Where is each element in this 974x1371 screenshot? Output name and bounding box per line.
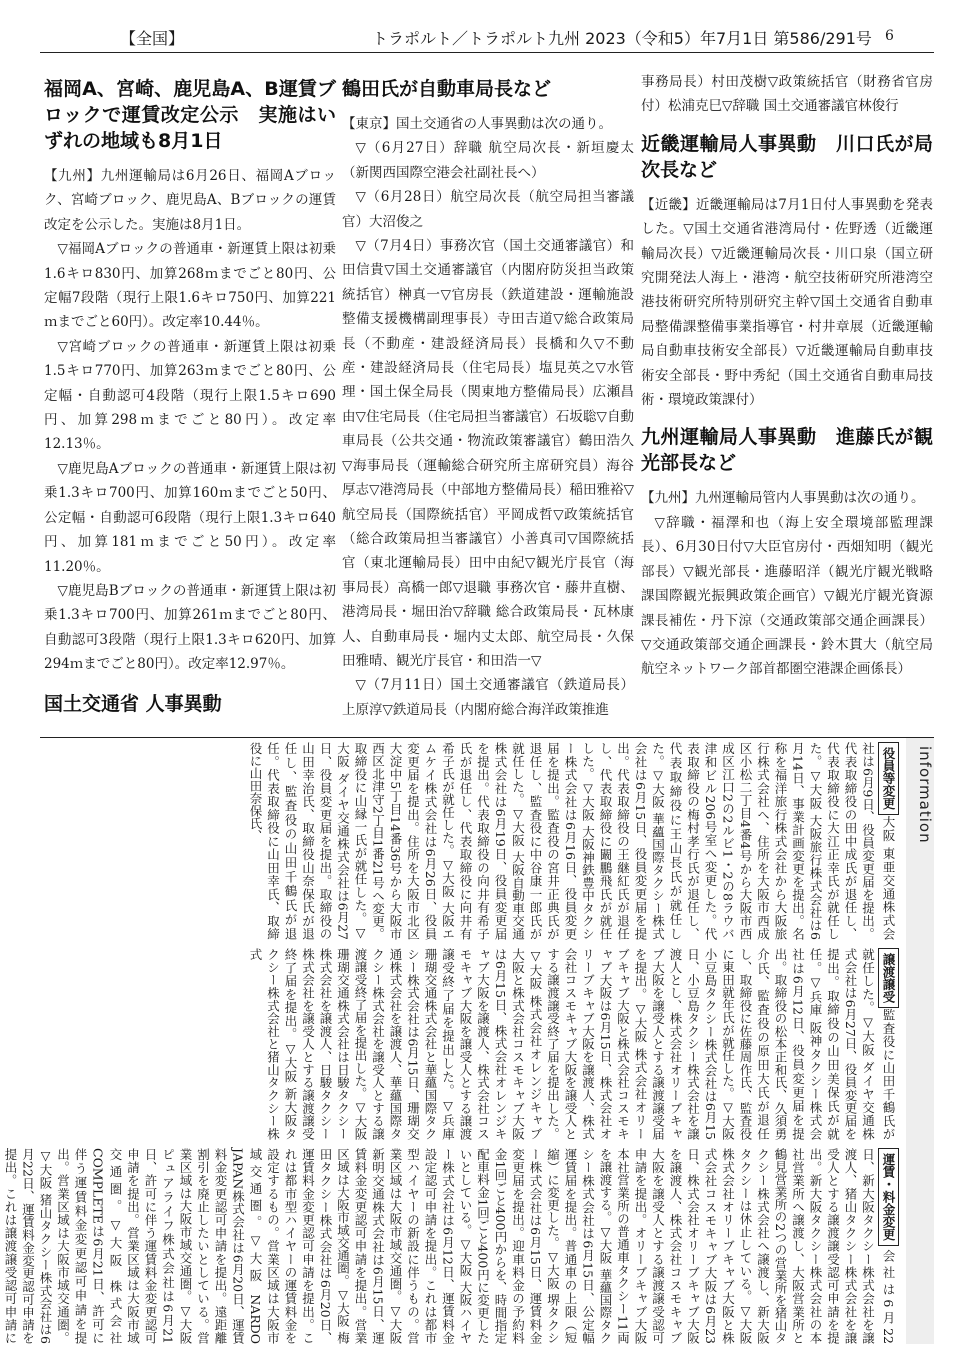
section-box-transfers: 譲渡譲受 bbox=[878, 948, 900, 1008]
newspaper-title: トラポルト／トラポルト九州 2023（令和5）年7月1日 第586/291号 bbox=[372, 29, 872, 48]
header-rule bbox=[40, 52, 934, 53]
tier-text: 監査役に山田千鶴氏が就任した。▽大阪 ダイヤ交通株式会社は6月27日、役員変更届を提出。取締役の山田美保氏が就任。▽兵庫 阪神タクシー株式会社は6月12日、役員変更届を提出。取締役の松本正和氏、久須勇介氏、監査役の原田大氏が退任し、取締役に佐藤周作氏、監査役に東田就年氏が就任した。▽大阪 小豆島タクシー株式会社は6月15日、小豆島タクシー株式会社を譲渡人とし、株式会社オリーブキャブ大阪を譲受人とする譲渡譲受届を提出。▽大阪 株式会社オリーブキャブ大阪と株式会社コスモキャブ大阪は6月15日、株式会社オリーブキャブ大阪を譲渡人、株式会社コスモキャブ大阪を譲受人とする譲渡譲受終了届を提出した。▽大阪 株式会社オレンジキャブ大阪と株式会社コスモキャブ大阪は6月15日、株式会社オレンジキャブ大阪を譲渡人、株式会社コスモキャブ大阪を譲受人とする譲渡譲受終了届を提出した。▽兵庫 珊瑚交通株式会社と華蘊国際タクシー株式会社は6月15日、珊瑚交通株式会社を譲渡人、華蘊国際タクシー株式会社を譲受人とする譲渡譲受終了届を提出した。▽大阪 珊瑚交通株式会社は日駿タクシー株式会社を譲渡人、日駿タクシー株式会社を譲受人とする譲渡譲受終了届を提出。▽大阪 新大阪タクシー株式会社と猪山タクシー株式 bbox=[248, 948, 896, 1140]
page-number: 6 bbox=[885, 28, 894, 44]
headline-kinki: 近畿運輸局人事異動 川口氏が局次長など bbox=[641, 132, 933, 181]
paragraph: ▽宮崎ブロックの普通車・新運賃上限は初乗1.5キロ770円、加算263ｍまでごと80円、公定幅・自動認可4段階（現行上限1.5キロ690円、加算298ｍまでごと80円）。改定率12.13％。 bbox=[44, 338, 336, 453]
paragraph: 【九州】九州運輸局管内人事異動は次の通り。 bbox=[641, 490, 925, 507]
region-tag: 【全国】 bbox=[120, 29, 185, 48]
tier-fares-offices bbox=[3, 1148, 900, 1344]
paragraph: 事務局長）村田茂樹▽政策統括官（財務省官房付）松浦克巳▽辞職 国土交通審議官林俊行 bbox=[641, 74, 933, 115]
article-mlit-personnel bbox=[342, 70, 634, 722]
section-box-officers: 役員等変更 bbox=[878, 742, 900, 815]
information-section bbox=[3, 737, 934, 1346]
article-fare-revision bbox=[44, 70, 336, 727]
paragraph: ▽（7月4日）事務次官（国土交通審議官）和田信貴▽国土交通審議官（内閣府防災担当政策統括官）榊真一▽官房長（鉄道建設・運輸施設整備支援機構副理事長）寺田吉道▽総合政策局長（不動産・建設経済局長）長橋和久▽不動産・建設経済局長（住宅局長）塩見英之▽水管理・国土保全局長（関東地方整備局長）広瀬昌由▽住宅局長（住宅局担当審議官）石坂聡▽自動車局長（公共交通・物流政策審議官）鶴田浩久▽海事局長（運輸総合研究所主席研究員）海谷厚志▽港湾局長（中部地方整備局長）稲田雅裕▽航空局長（国際統括官）平岡成哲▽政策統括官（総合政策局担当審議官）小善真司▽国際統括官（東北運輸局長）田中由紀▽観光庁長官（海事局長）高橋一郎▽退職 事務次官・藤井直樹、港湾局長・堀田治▽辞職 総合政策局長・瓦林康人、自動車局長・堀内丈太郎、航空局長・久保田雅晴、観光庁長官・和田浩一▽ bbox=[342, 238, 634, 669]
paragraph: ▽鹿児島Aブロックの普通車・新運賃上限は初乗1.3キロ700円、加算160ｍまでごと50円、公定幅・自動認可6段階（現行上限1.3キロ640円、加算181ｍまでごと50円）。改定率11.20％。 bbox=[44, 460, 336, 575]
paragraph: ▽（6月27日）辞職 航空局次長・新垣慶太（新関西国際空港会社副社長へ） bbox=[342, 140, 634, 181]
headline-fare-revision: 福岡A、宮崎、鹿児島A、B運賃ブロックで運賃改定公示 実施はいずれの地域も8月1日 bbox=[44, 78, 336, 152]
tier-text: 大阪 東亜交通株式会社は6月9日、役員変更届を提出。代表取締役の田中成氏が退任し、代表取締役に大江正幸氏が就任した。▽大阪 大阪旅行株式会社は6月14日、事業計画変更を提出。名称を福洋旅行株式会社から大阪旅行株式会社へ、住所を大阪市西成区小松二丁目4番4号から大阪市西成区江口2の2ルビ1・2の8ラウバ津和ビル206号室へ変更した。代表取締役の梅村孝行氏が退任し、代表取締役に王山長氏が就任した。▽大阪 華蘊国際タクシー株式会社は6月15日、役員変更届を提出。代表取締役の王継紅氏が退任し、代表取締役に闞鵬飛氏が就任した。▽大阪 大阪神鉄豊中タクシー株式会社は6月16日、役員変更届を提出。監査役の宮井正典氏が退任し、監査役に中谷康一郎氏が就任した。▽大阪 大阪自動車交通株式会社は6月19日、役員変更届を提出。代表取締役の向井有希子氏が退任し、代表取締役に向井有希子氏が就任した。▽大阪 大阪エムケイ株式会社は6月26日、役員変更届を提出。住所を大阪市北区大淀中5丁目14番36号から大阪市西区北津守2丁目1番21号へ変更。取締役に山縁一氏が就任した。▽大阪 ダイヤ交通株式会社は6月27日、役員変更届を提出。取締役の山田幸治氏、取締役山奈保氏が退任し、監査役の山田千鶴氏が退任。代表取締役に山田幸氏、取締役に山田奈保氏、 bbox=[248, 742, 896, 940]
section-box-fares: 運賃・料金変更 bbox=[878, 1148, 900, 1246]
paragraph: 【近畿】近畿運輸局は7月1日付人事異動を発表した。▽国土交通省港湾局付・佐野透（近畿運輸局次長）▽近畿運輸局次長・川口泉（国立研究開発法人海上・港湾・航空技術研究所港湾空港技術研究所特別研究主幹▽国土交通省自動車局整備課整備事業指導官・村井章展（近畿運輸局自動車技術安全部長）▽近畿運輸局自動車技術安全部長・野中秀紀（国土交通省自動車局技術・環境政策課付） bbox=[641, 196, 933, 409]
paragraph: ▽辞職・福澤和也（海上安全環境部監理課長）、6月30日付▽大臣官房付・西畑知明（観光部長）▽観光部長・進藤昭洋（観光庁観光戦略課国際観光振興政策企画官）▽観光庁観光資源課長補佐・丹下涼（交通政策部交通企画課長）▽交通政策部交通企画課長・鈴木貫大（航空局航空ネットワーク部首都圏空港課企画係長） bbox=[641, 514, 933, 678]
paragraph: ▽（6月28日）航空局次長（航空局担当審議官）大沼俊之 bbox=[342, 189, 634, 230]
paragraph: ▽（7月11日）国土交通審議官（鉄道局長）上原淳▽鉄道局長（内閣府総合海洋政策推進 bbox=[342, 677, 634, 718]
page-header bbox=[0, 22, 974, 52]
information-body bbox=[3, 738, 900, 1344]
paragraph: ▽福岡Aブロックの普通車・新運賃上限は初乗1.6キロ830円、加算268ｍまでごと80円、公定幅7段階（現行上限1.6キロ750円、加算221ｍまでごと60円）。改定率10.44％。 bbox=[44, 241, 336, 331]
paragraph: ▽鹿児島Bブロックの普通車・新運賃上限は初乗1.3キロ700円、加算261ｍまでごと80円、自動認可3段階（現行上限1.3キロ620円、加算294ｍまでごと80円）。改定率12.97％。 bbox=[44, 582, 336, 673]
tier-transfers bbox=[42, 948, 900, 1140]
headline-tsuruta: 鶴田氏が自動車局長など bbox=[342, 78, 552, 100]
article-regional-personnel bbox=[641, 70, 933, 682]
tier-text: 会社は6月22日、新大阪タクシー株式会社を譲渡人、猪山タクシー株式会社を譲受人とする譲渡譲受認可申請を提出。新大阪タクシー株式会社の本社営業所へ譲渡し、大阪営業所と鶴見営業所の2つの営業所を猪山タクシー株式会社へ譲渡し、新大阪タクシーは休止している。▽大阪 株式会社オリーブキャブ大阪と株式会社コスモキャブ大阪は6月23日、株式会社オリーブキャブ大阪を譲渡人、株式会社コスモキャブ大阪を譲受人とする譲渡譲受認可申請を提出。オリーブキャブ大阪本社営業所の普通車タクシー11両を譲渡する。▽大阪 華蘊国際タクシー株式会社は6月15日、公定幅運賃届を提出。普通車の上限（短縮）に変更した。▽大阪 堺タクシー株式会社は6月15日、運賃料金変更届を提出。迎車料金の予約料金1回ごと400円からを、時間指定配車料金1回ごと400円に変更したいとしている。▽大阪 大阪ハイヤー株式会社は6月12日、運賃料金設定認可申請を提出。これは都市型ハイヤーの新設に伴うもの。営業区域は大阪市域交通圏。▽大阪 新明交通株式会社は6月15日、運賃料金変更認可申請を提出。営業区域は大阪市域交通圏。▽大阪 梅田タクシー株式会社は6月20日、運賃料金変更認可申請を提出。これは都市型ハイヤーの運賃料金を設定するもの。営業区域は大阪市域交通圏。▽大阪 NARDO JAPAN株式会社は6月20日、運賃料金変更認可申請を提出。遠距離割引を廃止したいとしている。営業区域は大阪市域交通圏。▽大阪 ピュアライフ株式会社は6月21日、許可に伴う運賃料金変更認可申請を提出。営業区域は大阪市域交通圏。▽大阪 株式会社COMPLETEは6月21日、許可に伴う運賃料金変更認可申請を提出。営業区域は大阪市域交通圏。▽大阪 猪山タクシー株式会社は6月22日、運賃料金変更認可申請を提出。これは譲渡譲受認可申請に bbox=[3, 1148, 896, 1344]
paragraph: 【九州】九州運輸局は6月26日、福岡Aブロック、宮崎ブロック、鹿児島A、Bブロックの運賃改定を公示した。実施は8月1日。 bbox=[44, 168, 336, 233]
information-label: information bbox=[916, 746, 934, 844]
paragraph: 【東京】国土交通省の人事異動は次の通り。 bbox=[342, 116, 612, 132]
headline-kyushu: 九州運輸局人事異動 進藤氏が観光部長など bbox=[641, 426, 933, 475]
tier-officer-changes bbox=[42, 742, 900, 940]
headline-mlit-personnel: 国土交通省 人事異動 bbox=[44, 692, 222, 715]
